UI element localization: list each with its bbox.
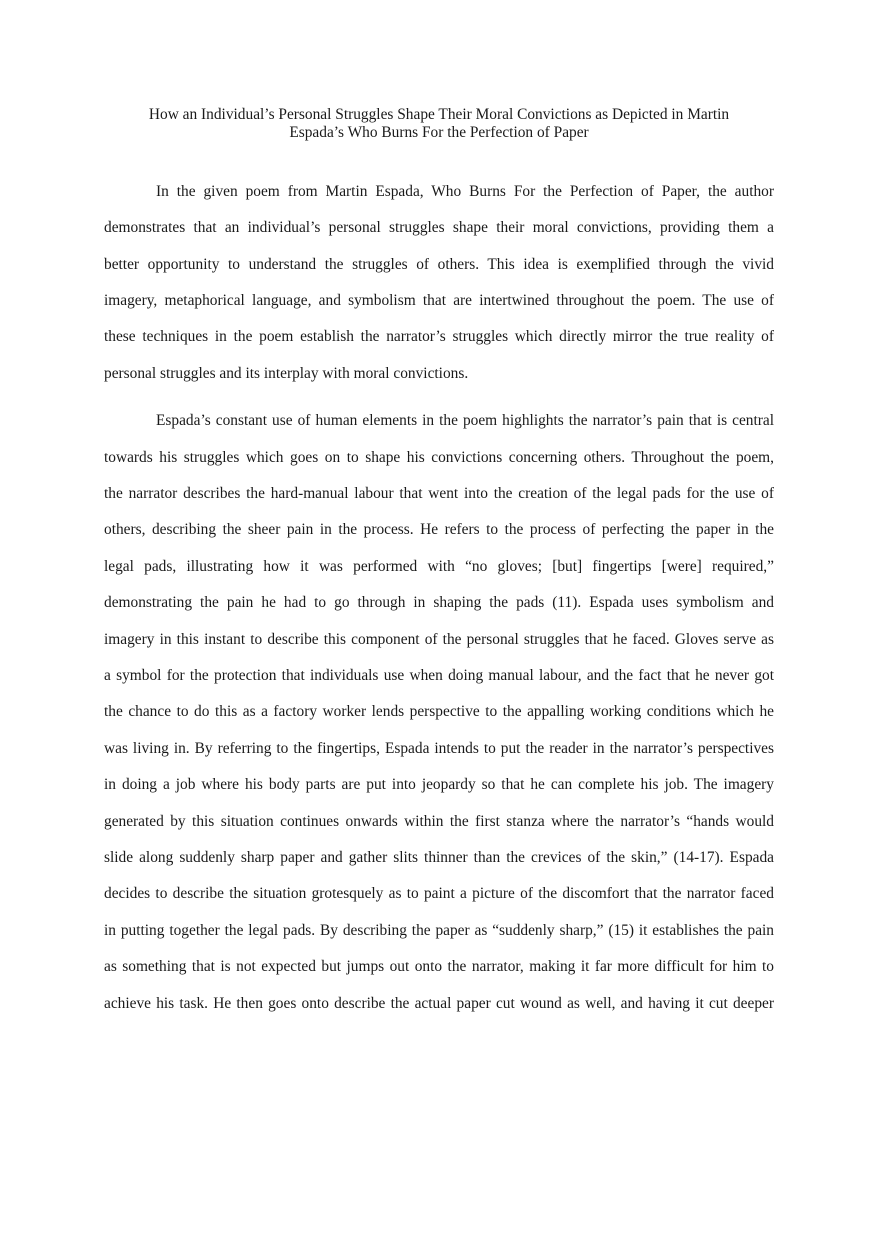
paragraph-line: demonstrates that an individual’s personal struggles shape their moral convictions, providing them a xyxy=(104,219,774,236)
paragraph-line: in doing a job where his body parts are put into jeopardy so that he can complete his job. The imagery xyxy=(104,776,774,793)
paragraph-line: decides to describe the situation grotesquely as to paint a picture of the discomfort that the narrator faced xyxy=(104,885,774,902)
paragraph-line: achieve his task. He then goes onto describe the actual paper cut wound as well, and having it cut deeper xyxy=(104,995,774,1012)
title-line: How an Individual’s Personal Struggles Shape Their Moral Convictions as Depicted in Martin xyxy=(148,106,730,123)
paragraph-line: personal struggles and its interplay with moral convictions. xyxy=(104,365,469,382)
paragraph-line: imagery in this instant to describe this component of the personal struggles that he faced. Gloves serve as xyxy=(104,631,774,648)
paragraph-line: legal pads, illustrating how it was performed with “no gloves; [but] fingertips [were] required,” xyxy=(104,558,774,575)
paragraph-line: demonstrating the pain he had to go through in shaping the pads (11). Espada uses symbolism and xyxy=(104,594,774,611)
paragraph-line: generated by this situation continues onwards within the first stanza where the narrator’s “hands would xyxy=(104,813,774,830)
paragraph-line: imagery, metaphorical language, and symbolism that are intertwined throughout the poem. The use of xyxy=(104,292,774,309)
paragraph-line: a symbol for the protection that individuals use when doing manual labour, and the fact that he never got xyxy=(104,667,774,684)
paragraph-line: the narrator describes the hard-manual labour that went into the creation of the legal pads for the use of xyxy=(104,485,774,502)
paragraph-line: was living in. By referring to the fingertips, Espada intends to put the reader in the narrator’s perspectives xyxy=(104,740,774,757)
paragraph-line: better opportunity to understand the struggles of others. This idea is exemplified through the vivid xyxy=(104,256,774,273)
paragraph-line: these techniques in the poem establish the narrator’s struggles which directly mirror the true reality of xyxy=(104,328,774,345)
paragraph-line: slide along suddenly sharp paper and gather slits thinner than the crevices of the skin,” (14-17). Espada xyxy=(104,849,774,866)
paragraph-line: others, describing the sheer pain in the process. He refers to the process of perfecting the paper in the xyxy=(104,521,774,538)
essay-title xyxy=(104,106,774,141)
paragraph-line: the chance to do this as a factory worker lends perspective to the appalling working conditions which he xyxy=(104,703,774,720)
paragraph-line: as something that is not expected but jumps out onto the narrator, making it far more difficult for him to xyxy=(104,958,774,975)
paragraph-line: In the given poem from Martin Espada, Who Burns For the Perfection of Paper, the author xyxy=(156,183,774,200)
paragraph-line: Espada’s constant use of human elements in the poem highlights the narrator’s pain that is central xyxy=(156,412,774,429)
paragraph-line: in putting together the legal pads. By describing the paper as “suddenly sharp,” (15) it establishes the pain xyxy=(104,922,774,939)
title-line: Espada’s Who Burns For the Perfection of Paper xyxy=(289,123,589,141)
paragraph-line: towards his struggles which goes on to shape his convictions concerning others. Throughout the poem, xyxy=(104,449,774,466)
